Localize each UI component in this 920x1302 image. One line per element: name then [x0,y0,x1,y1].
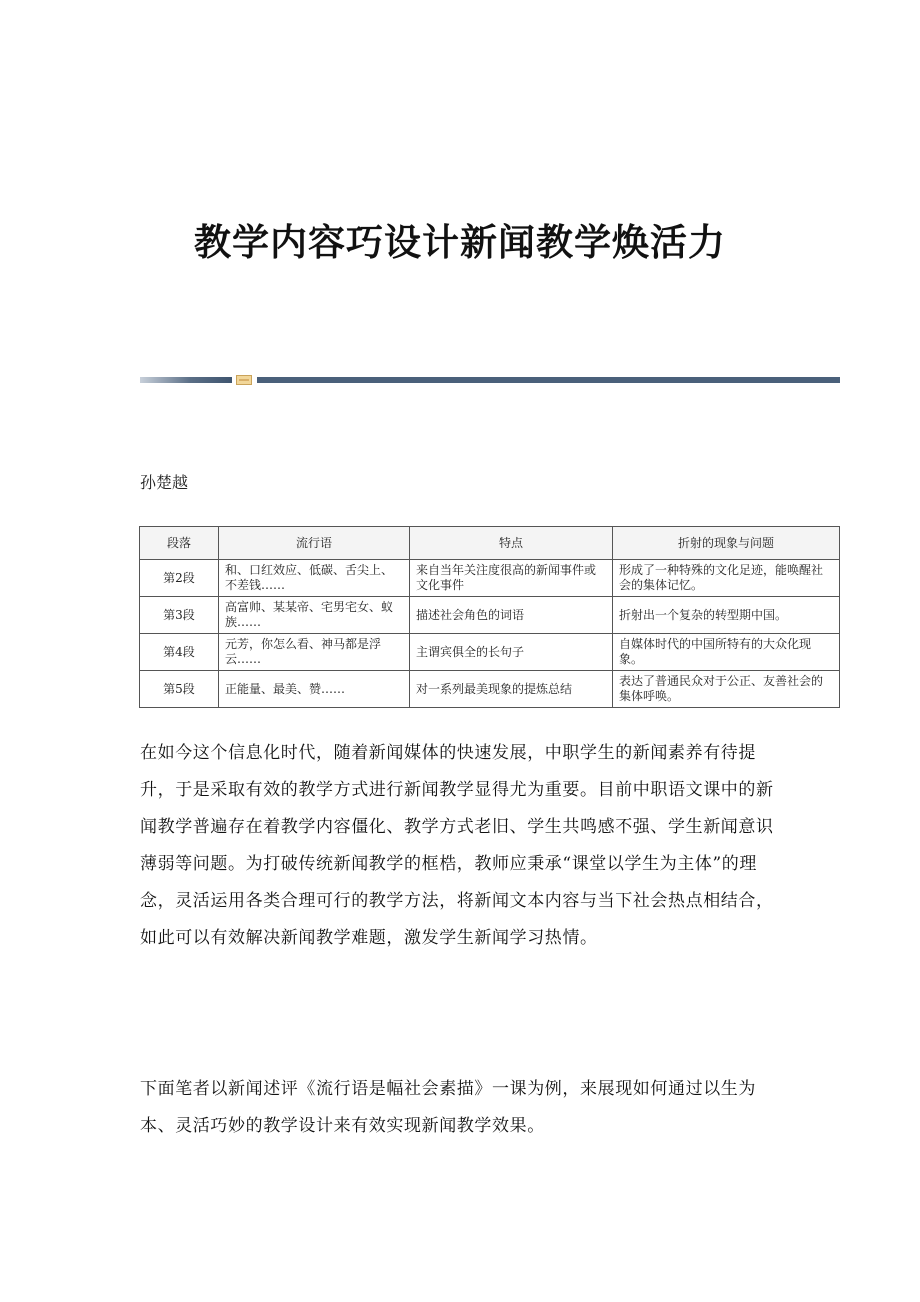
table-cell: 描述社会角色的词语 [410,597,613,634]
table-header-cell: 流行语 [219,527,410,560]
divider-bar-left [140,377,232,383]
table-cell: 第3段 [140,597,219,634]
table-cell: 正能量、最美、赞…… [219,671,410,708]
table-header-cell: 段落 [140,527,219,560]
title-divider [140,375,840,385]
body-paragraph: 在如今这个信息化时代，随着新闻媒体的快速发展，中职学生的新闻素养有待提升，于是采取有效的教学方式进行新闻教学显得尤为重要。目前中职语文课中的新闻教学普遍存在着教学内容僵化、教学方式老旧、学生共鸣感不强、学生新闻意识薄弱等问题。为打破传统新闻教学的框梏，教师应秉承“课堂以学生为主体”的理念，灵活运用各类合理可行的教学方法，将新闻文本内容与当下社会热点相结合，如此可以有效解决新闻教学难题，激发学生新闻学习热情。 [140,743,774,948]
body-paragraph: 下面笔者以新闻述评《流行语是幅社会素描》一课为例，来展现如何通过以生为本、灵活巧妙的教学设计来有效实现新闻教学效果。 [140,1079,756,1136]
table-row [140,671,840,708]
table-row [140,560,840,597]
table-cell: 主谓宾俱全的长句子 [410,634,613,671]
table-cell: 高富帅、某某帝、宅男宅女、蚁族…… [219,597,410,634]
table-cell: 自媒体时代的中国所特有的大众化现象。 [613,634,840,671]
table-cell: 第5段 [140,671,219,708]
table-header-row [140,527,840,560]
table-cell: 形成了一种特殊的文化足迹，能唤醒社会的集体记忆。 [613,560,840,597]
table-cell: 元芳，你怎么看、神马都是浮云…… [219,634,410,671]
popular-words-table [139,526,840,708]
author-name: 孙楚越 [140,473,189,492]
table-cell: 表达了普通民众对于公正、友善社会的集体呼唤。 [613,671,840,708]
table-cell: 来自当年关注度很高的新闻事件或文化事件 [410,560,613,597]
table-cell: 折射出一个复杂的转型期中国。 [613,597,840,634]
table-cell: 第4段 [140,634,219,671]
divider-bar-right [257,377,840,383]
table-header-cell: 特点 [410,527,613,560]
table-cell: 和、口红效应、低碳、舌尖上、不差钱…… [219,560,410,597]
document-title: 教学内容巧设计新闻教学焕活力 [194,220,726,264]
table-cell: 第2段 [140,560,219,597]
table-row [140,597,840,634]
table-row [140,634,840,671]
table-header-cell: 折射的现象与问题 [613,527,840,560]
divider-emblem-icon [236,375,252,385]
table-cell: 对一系列最美现象的提炼总结 [410,671,613,708]
